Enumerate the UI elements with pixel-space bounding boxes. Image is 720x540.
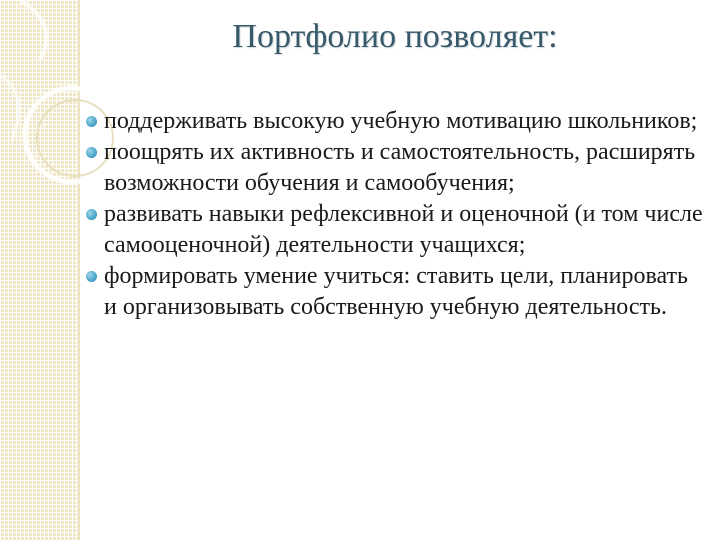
list-item xyxy=(84,106,704,137)
circle-bullet-icon xyxy=(86,147,97,158)
bullet-text: развивать навыки рефлексивной и оценочной (и том числе самооценочной) деятельности учащихся; xyxy=(104,201,703,258)
list-item xyxy=(84,137,704,199)
bullet-text: формировать умение учиться: ставить цели, планировать и организовывать собственную учебную деятельность. xyxy=(104,263,688,320)
bullet-text: поддерживать высокую учебную мотивацию школьников; xyxy=(104,108,698,134)
bullet-text: поощрять их активность и самостоятельность, расширять возможности обучения и самообучения; xyxy=(104,139,696,196)
circle-bullet-icon xyxy=(86,116,97,127)
list-item xyxy=(84,261,704,323)
bullet-list xyxy=(84,106,704,323)
slide-title: Портфолио позволяет: xyxy=(232,18,558,55)
circle-bullet-icon xyxy=(86,271,97,282)
circle-bullet-icon xyxy=(86,209,97,220)
list-item xyxy=(84,199,704,261)
